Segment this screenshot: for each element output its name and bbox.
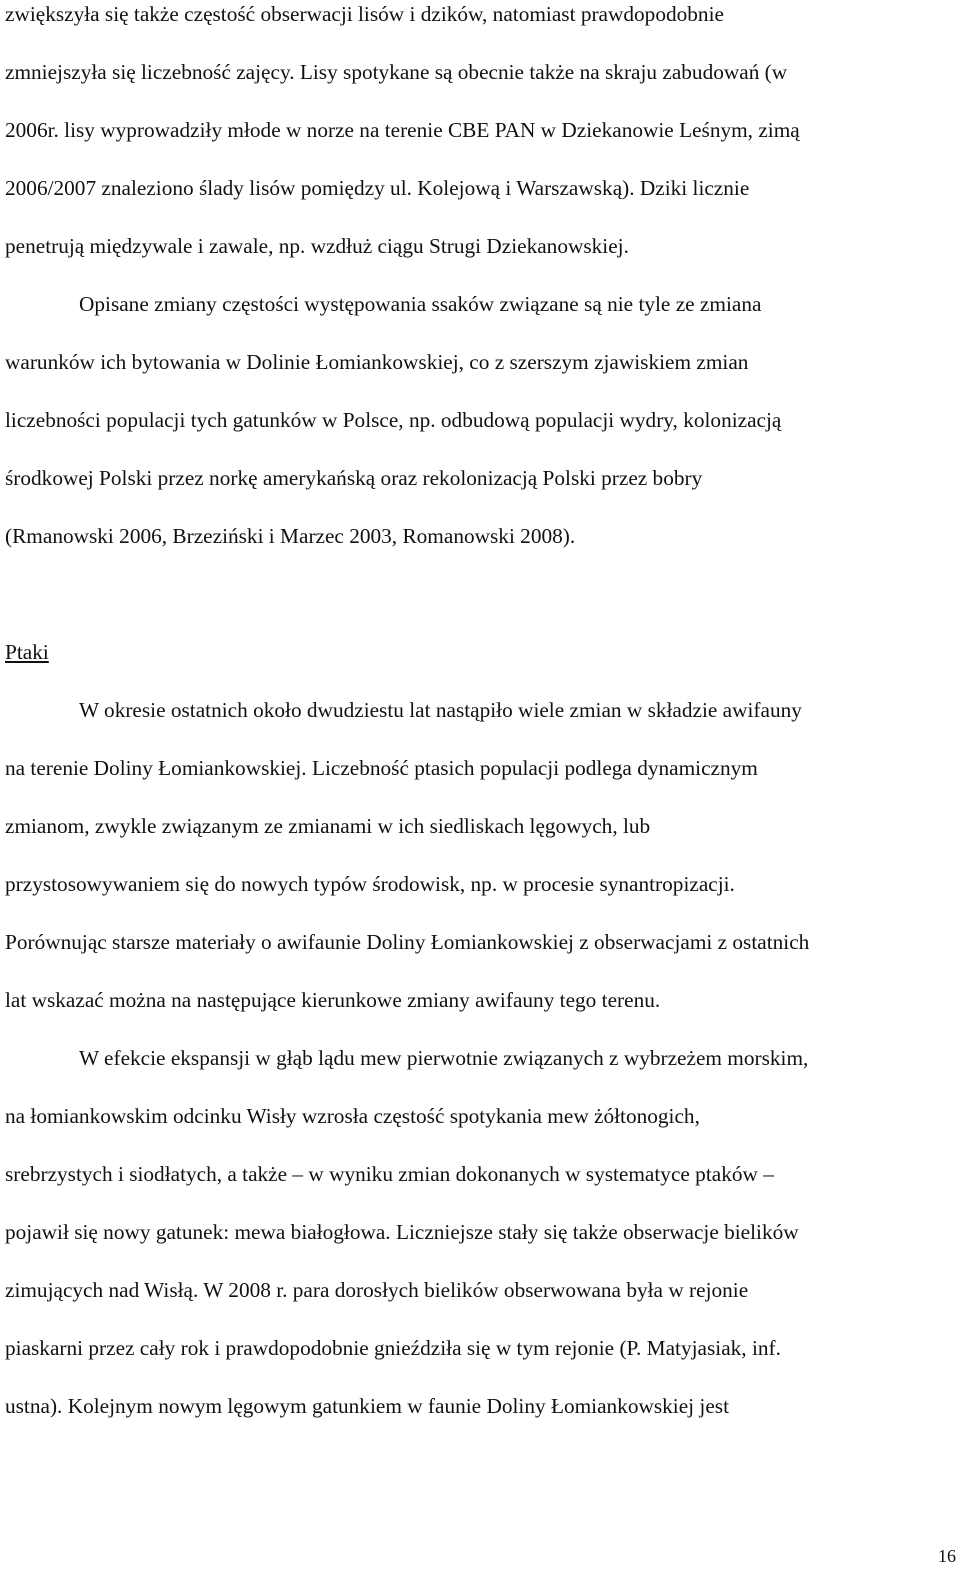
text-line: warunków ich bytowania w Dolinie Łomiankowskiej, co z szerszym zjawiskiem zmian [5,350,749,374]
text-line: penetrują międzywale i zawale, np. wzdłuż ciągu Strugi Dziekanowskiej. [5,234,629,258]
text-line: W efekcie ekspansji w głąb lądu mew pierwotnie związanych z wybrzeżem morskim, [79,1046,809,1070]
text-line: piaskarni przez cały rok i prawdopodobnie gnieździła się w tym rejonie (P. Matyjasiak, inf. [5,1336,781,1360]
text-line: zmniejszyła się liczebność zajęcy. Lisy spotykane są obecnie także na skraju zabudowań (w [5,60,788,84]
text-line: liczebności populacji tych gatunków w Polsce, np. odbudową populacji wydry, kolonizacją [5,408,782,432]
section-heading: Ptaki [5,640,49,664]
text-line: 2006r. lisy wyprowadziły młode w norze na terenie CBE PAN w Dziekanowie Leśnym, zimą [5,118,800,142]
text-line: zmianom, zwykle związanym ze zmianami w ich siedliskach lęgowych, lub [5,814,651,838]
page-number: 16 [938,1546,956,1566]
text-line: Porównując starsze materiały o awifaunie Doliny Łomiankowskiej z obserwacjami z ostatnich [5,930,810,954]
text-line: W okresie ostatnich około dwudziestu lat nastąpiło wiele zmian w składzie awifauny [79,698,802,722]
text-line: zimujących nad Wisłą. W 2008 r. para dorosłych bielików obserwowana była w rejonie [5,1278,749,1302]
text-line: zwiększyła się także częstość obserwacji lisów i dzików, natomiast prawdopodobnie [5,2,724,26]
text-line: pojawił się nowy gatunek: mewa białogłowa. Liczniejsze stały się także obserwacje bielików [5,1220,799,1244]
text-line: przystosowywaniem się do nowych typów środowisk, np. w procesie synantropizacji. [5,872,735,896]
text-line: na łomiankowskim odcinku Wisły wzrosła częstość spotykania mew żółtonogich, [5,1104,700,1128]
text-line: środkowej Polski przez norkę amerykańską oraz rekolonizacją Polski przez bobry [5,466,703,490]
text-line: srebrzystych i siodłatych, a także – w wyniku zmian dokonanych w systematyce ptaków – [5,1162,774,1186]
text-line: Opisane zmiany częstości występowania ssaków związane są nie tyle ze zmiana [79,292,762,316]
text-line: ustna). Kolejnym nowym lęgowym gatunkiem w faunie Doliny Łomiankowskiej jest [5,1394,729,1418]
text-line: lat wskazać można na następujące kierunkowe zmiany awifauny tego terenu. [5,988,661,1012]
text-line: (Rmanowski 2006, Brzeziński i Marzec 2003, Romanowski 2008). [5,524,576,548]
text-line: na terenie Doliny Łomiankowskiej. Liczebność ptasich populacji podlega dynamicznym [5,756,758,780]
text-line: 2006/2007 znaleziono ślady lisów pomiędzy ul. Kolejową i Warszawską). Dziki licznie [5,176,750,200]
